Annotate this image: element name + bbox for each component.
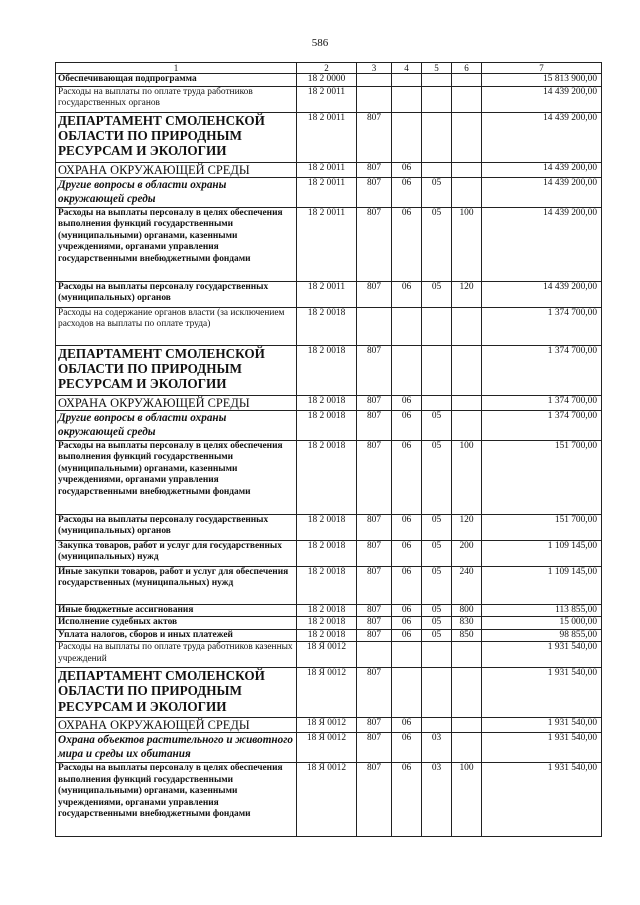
department-code: 807: [357, 763, 392, 837]
department-code: 807: [357, 668, 392, 718]
row-name: Иные закупки товаров, работ и услуг для обеспечения государственных (муниципальных) нужд: [56, 566, 297, 604]
table-row: [56, 410, 602, 440]
expense-type-code: [452, 395, 482, 410]
target-code: 18 2 0011: [297, 177, 357, 207]
section-code: 06: [392, 718, 422, 733]
expense-type-code: 830: [452, 617, 482, 630]
expense-type-code: [452, 668, 482, 718]
table-row: [56, 440, 602, 514]
page-number: 586: [311, 37, 329, 49]
department-code: 807: [357, 162, 392, 177]
target-code: 18 2 0018: [297, 307, 357, 345]
section-code: 06: [392, 281, 422, 307]
target-code: 18 2 0011: [297, 281, 357, 307]
section-code: 06: [392, 733, 422, 763]
section-code: 06: [392, 763, 422, 837]
column-header: 3: [357, 63, 392, 74]
row-name: Уплата налогов, сборов и иных платежей: [56, 629, 297, 642]
table-row: [56, 718, 602, 733]
table-row: [56, 74, 602, 87]
column-header: 1: [56, 63, 297, 74]
row-name: Иные бюджетные ассигнования: [56, 604, 297, 617]
amount: 15 000,00: [482, 617, 602, 630]
department-code: 807: [357, 566, 392, 604]
department-code: 807: [357, 733, 392, 763]
row-name: Исполнение судебных актов: [56, 617, 297, 630]
subsection-code: [422, 395, 452, 410]
department-code: 807: [357, 617, 392, 630]
row-name: Расходы на выплаты по оплате труда работников казенных учреждений: [56, 642, 297, 668]
amount: 113 855,00: [482, 604, 602, 617]
subsection-code: 05: [422, 207, 452, 281]
target-code: 18 2 0018: [297, 604, 357, 617]
expense-type-code: [452, 112, 482, 162]
target-code: 18 2 0018: [297, 345, 357, 395]
row-name: Расходы на содержание органов власти (за исключением расходов на выплаты по оплате труда): [56, 307, 297, 345]
amount: 1 374 700,00: [482, 345, 602, 395]
subsection-code: 05: [422, 177, 452, 207]
target-code: 18 Я 0012: [297, 718, 357, 733]
table-row: [56, 540, 602, 566]
subsection-code: 05: [422, 440, 452, 514]
amount: 14 439 200,00: [482, 281, 602, 307]
section-code: 06: [392, 566, 422, 604]
target-code: 18 Я 0012: [297, 668, 357, 718]
column-header: 6: [452, 63, 482, 74]
subsection-code: [422, 74, 452, 87]
subsection-code: 05: [422, 566, 452, 604]
column-header: 7: [482, 63, 602, 74]
row-name: ДЕПАРТАМЕНТ СМОЛЕНСКОЙ ОБЛАСТИ ПО ПРИРОДНЫМ РЕСУРСАМ И ЭКОЛОГИИ: [56, 345, 297, 395]
table-row: [56, 514, 602, 540]
department-code: 807: [357, 395, 392, 410]
table-row: [56, 281, 602, 307]
amount: 14 439 200,00: [482, 86, 602, 112]
expense-type-code: [452, 86, 482, 112]
department-code: 807: [357, 629, 392, 642]
department-code: [357, 307, 392, 345]
budget-table: [55, 62, 602, 837]
row-name: Расходы на выплаты персоналу в целях обеспечения выполнения функций государственными (муниципальными) органами, казенными учреждениями, органами управления государственными внебюджетными фондами: [56, 440, 297, 514]
amount: 1 931 540,00: [482, 668, 602, 718]
row-name: Другие вопросы в области охраны окружающей среды: [56, 177, 297, 207]
expense-type-code: 100: [452, 207, 482, 281]
target-code: 18 2 0018: [297, 440, 357, 514]
amount: 1 374 700,00: [482, 410, 602, 440]
section-code: [392, 668, 422, 718]
subsection-code: 05: [422, 410, 452, 440]
table-row: [56, 668, 602, 718]
section-code: 06: [392, 540, 422, 566]
amount: 151 700,00: [482, 440, 602, 514]
section-code: [392, 345, 422, 395]
column-header: 4: [392, 63, 422, 74]
department-code: 807: [357, 540, 392, 566]
row-name: Закупка товаров, работ и услуг для государственных (муниципальных) нужд: [56, 540, 297, 566]
column-header: 5: [422, 63, 452, 74]
table-row: [56, 112, 602, 162]
subsection-code: 03: [422, 733, 452, 763]
section-code: 06: [392, 440, 422, 514]
section-code: 06: [392, 177, 422, 207]
table-row: [56, 604, 602, 617]
target-code: 18 2 0018: [297, 514, 357, 540]
row-name: Другие вопросы в области охраны окружающей среды: [56, 410, 297, 440]
target-code: 18 2 0018: [297, 617, 357, 630]
table-row: [56, 642, 602, 668]
department-code: [357, 74, 392, 87]
row-name: ДЕПАРТАМЕНТ СМОЛЕНСКОЙ ОБЛАСТИ ПО ПРИРОДНЫМ РЕСУРСАМ И ЭКОЛОГИИ: [56, 668, 297, 718]
expense-type-code: [452, 345, 482, 395]
section-code: [392, 307, 422, 345]
table-row: [56, 733, 602, 763]
row-name: Расходы на выплаты персоналу государственных (муниципальных) органов: [56, 281, 297, 307]
table-row: [56, 617, 602, 630]
expense-type-code: [452, 177, 482, 207]
department-code: 807: [357, 177, 392, 207]
amount: 1 931 540,00: [482, 642, 602, 668]
department-code: 807: [357, 514, 392, 540]
amount: 1 931 540,00: [482, 733, 602, 763]
table-row: [56, 345, 602, 395]
row-name: Расходы на выплаты персоналу в целях обеспечения выполнения функций государственными (муниципальными) органами, казенными учреждениями, органами управления государственными внебюджетными фондами: [56, 763, 297, 837]
expense-type-code: [452, 307, 482, 345]
row-name: ОХРАНА ОКРУЖАЮЩЕЙ СРЕДЫ: [56, 395, 297, 410]
row-name: Охрана объектов растительного и животного мира и среды их обитания: [56, 733, 297, 763]
expense-type-code: 100: [452, 440, 482, 514]
section-code: [392, 112, 422, 162]
amount: 14 439 200,00: [482, 207, 602, 281]
section-code: [392, 642, 422, 668]
department-code: 807: [357, 281, 392, 307]
table-row: [56, 177, 602, 207]
section-code: 06: [392, 410, 422, 440]
section-code: [392, 74, 422, 87]
subsection-code: [422, 642, 452, 668]
amount: 98 855,00: [482, 629, 602, 642]
row-name: Расходы на выплаты персоналу государственных (муниципальных) органов: [56, 514, 297, 540]
target-code: 18 Я 0012: [297, 763, 357, 837]
amount: 1 109 145,00: [482, 540, 602, 566]
target-code: 18 2 0018: [297, 540, 357, 566]
row-name: ОХРАНА ОКРУЖАЮЩЕЙ СРЕДЫ: [56, 162, 297, 177]
expense-type-code: [452, 642, 482, 668]
subsection-code: [422, 307, 452, 345]
subsection-code: [422, 345, 452, 395]
amount: 1 931 540,00: [482, 718, 602, 733]
amount: 1 374 700,00: [482, 395, 602, 410]
target-code: 18 2 0011: [297, 86, 357, 112]
row-name: Расходы на выплаты по оплате труда работников государственных органов: [56, 86, 297, 112]
subsection-code: 05: [422, 540, 452, 566]
target-code: 18 Я 0012: [297, 733, 357, 763]
target-code: 18 2 0011: [297, 162, 357, 177]
table-row: [56, 307, 602, 345]
table-row: [56, 395, 602, 410]
department-code: 807: [357, 604, 392, 617]
target-code: 18 2 0011: [297, 207, 357, 281]
expense-type-code: 120: [452, 281, 482, 307]
table-row: [56, 207, 602, 281]
department-code: 807: [357, 207, 392, 281]
department-code: 807: [357, 345, 392, 395]
table-row: [56, 763, 602, 837]
target-code: 18 Я 0012: [297, 642, 357, 668]
target-code: 18 2 0011: [297, 112, 357, 162]
expense-type-code: 120: [452, 514, 482, 540]
department-code: 807: [357, 718, 392, 733]
section-code: [392, 86, 422, 112]
table-row: [56, 566, 602, 604]
department-code: [357, 86, 392, 112]
target-code: 18 2 0018: [297, 566, 357, 604]
target-code: 18 2 0000: [297, 74, 357, 87]
row-name: Обеспечивающая подпрограмма: [56, 74, 297, 87]
section-code: 06: [392, 395, 422, 410]
department-code: [357, 642, 392, 668]
target-code: 18 2 0018: [297, 410, 357, 440]
table-row: [56, 162, 602, 177]
amount: 15 813 900,00: [482, 74, 602, 87]
expense-type-code: 100: [452, 763, 482, 837]
subsection-code: 05: [422, 617, 452, 630]
section-code: 06: [392, 604, 422, 617]
table-row: [56, 86, 602, 112]
expense-type-code: 200: [452, 540, 482, 566]
row-name: ОХРАНА ОКРУЖАЮЩЕЙ СРЕДЫ: [56, 718, 297, 733]
expense-type-code: [452, 410, 482, 440]
subsection-code: [422, 86, 452, 112]
department-code: 807: [357, 112, 392, 162]
subsection-code: 05: [422, 629, 452, 642]
expense-type-code: 240: [452, 566, 482, 604]
amount: 14 439 200,00: [482, 177, 602, 207]
section-code: 06: [392, 617, 422, 630]
expense-type-code: [452, 74, 482, 87]
amount: 1 931 540,00: [482, 763, 602, 837]
section-code: 06: [392, 514, 422, 540]
amount: 1 374 700,00: [482, 307, 602, 345]
target-code: 18 2 0018: [297, 395, 357, 410]
subsection-code: 05: [422, 281, 452, 307]
amount: 151 700,00: [482, 514, 602, 540]
amount: 14 439 200,00: [482, 162, 602, 177]
subsection-code: [422, 112, 452, 162]
expense-type-code: 850: [452, 629, 482, 642]
amount: 1 109 145,00: [482, 566, 602, 604]
expense-type-code: [452, 733, 482, 763]
section-code: 06: [392, 629, 422, 642]
row-name: Расходы на выплаты персоналу в целях обеспечения выполнения функций государственными (муниципальными) органами, казенными учреждениями, органами управления государственными внебюджетными фондами: [56, 207, 297, 281]
target-code: 18 2 0018: [297, 629, 357, 642]
subsection-code: [422, 668, 452, 718]
column-number-row: [56, 63, 602, 74]
subsection-code: [422, 162, 452, 177]
subsection-code: 05: [422, 514, 452, 540]
subsection-code: 05: [422, 604, 452, 617]
column-header: 2: [297, 63, 357, 74]
table-row: [56, 629, 602, 642]
expense-type-code: 800: [452, 604, 482, 617]
subsection-code: 03: [422, 763, 452, 837]
department-code: 807: [357, 440, 392, 514]
section-code: 06: [392, 207, 422, 281]
subsection-code: [422, 718, 452, 733]
row-name: ДЕПАРТАМЕНТ СМОЛЕНСКОЙ ОБЛАСТИ ПО ПРИРОДНЫМ РЕСУРСАМ И ЭКОЛОГИИ: [56, 112, 297, 162]
section-code: 06: [392, 162, 422, 177]
expense-type-code: [452, 162, 482, 177]
expense-type-code: [452, 718, 482, 733]
amount: 14 439 200,00: [482, 112, 602, 162]
department-code: 807: [357, 410, 392, 440]
